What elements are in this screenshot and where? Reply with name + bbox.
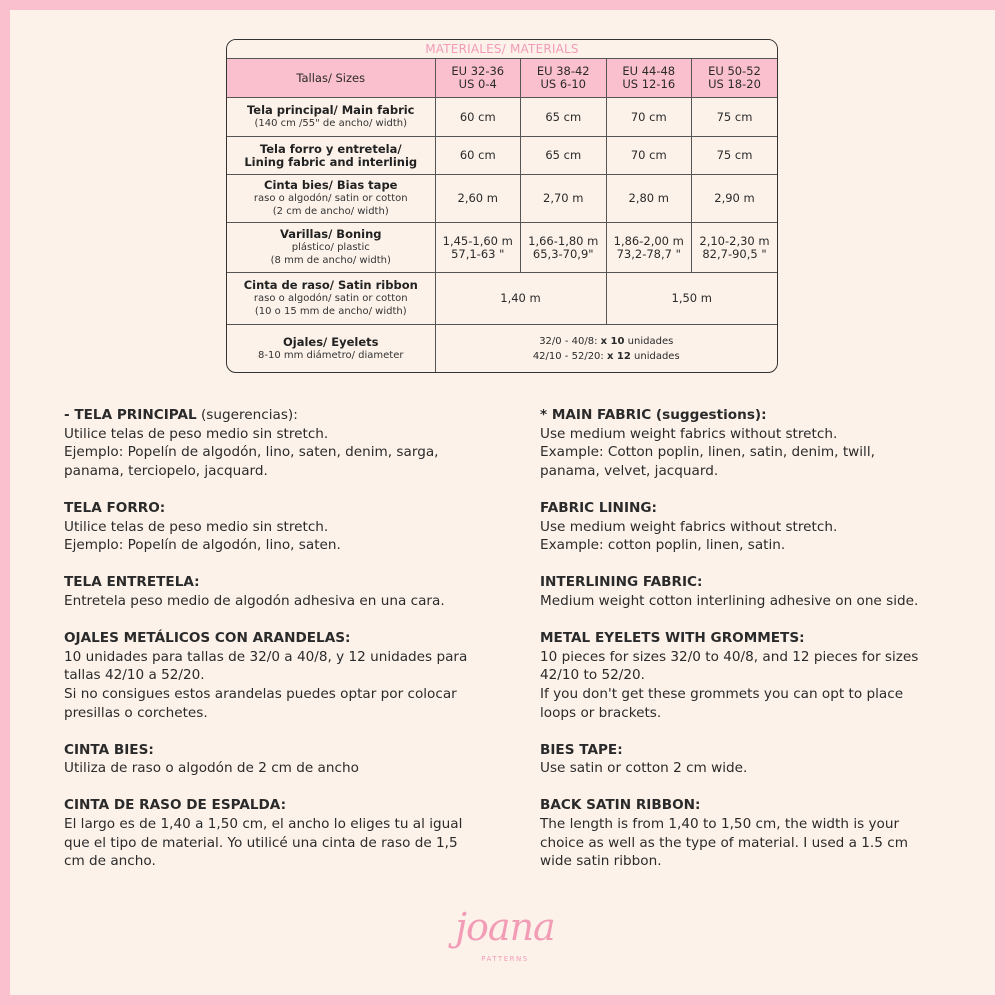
spanish-column	[64, 406, 494, 889]
table-cell: 75 cm	[692, 98, 778, 137]
size-col-4: EU 50-52 US 18-20	[692, 59, 778, 98]
section-ojales	[64, 629, 494, 722]
section-line: presillas o corchetes.	[64, 704, 208, 721]
table-cell: 65 cm	[521, 137, 607, 175]
section-line: Utilice telas de peso medio sin stretch.	[64, 425, 329, 442]
table-cell: 70 cm	[606, 98, 692, 137]
section-back-satin-ribbon	[540, 796, 970, 870]
section-line: Use medium weight fabrics without stretch.	[540, 518, 838, 535]
section-cinta-bies	[64, 741, 494, 778]
section-line: Utilice telas de peso medio sin stretch.	[64, 518, 329, 535]
section-line: Ejemplo: Popelín de algodón, lino, saten, denim, sarga,	[64, 444, 439, 461]
joana-patterns-logo	[435, 905, 575, 975]
section-tela-forro	[64, 499, 494, 555]
section-line: The length is from 1,40 to 1,50 cm, the width is your	[540, 816, 900, 833]
eyelets-cell	[435, 325, 777, 373]
table-cell: 2,60 m	[435, 175, 521, 223]
section-fabric-lining	[540, 499, 970, 555]
section-heading: METAL EYELETS WITH GROMMETS:	[540, 630, 805, 647]
section-line: Ejemplo: Popelín de algodón, lino, saten.	[64, 537, 341, 554]
section-tela-principal	[64, 406, 494, 480]
size-col-3: EU 44-48 US 12-16	[606, 59, 692, 98]
materials-table	[226, 39, 778, 373]
section-heading: INTERLINING FABRIC:	[540, 574, 703, 591]
section-heading: FABRIC LINING:	[540, 499, 657, 516]
row-label: Tela forro y entretela/ Lining fabric and interlinig	[227, 137, 435, 175]
section-bies-tape	[540, 741, 970, 778]
section-heading: CINTA DE RASO DE ESPALDA:	[64, 797, 287, 814]
table-cell: 2,90 m	[692, 175, 778, 223]
section-line: tallas 42/10 a 52/20.	[64, 667, 205, 684]
english-column	[540, 406, 970, 889]
table-cell: 60 cm	[435, 98, 521, 137]
row-label: Ojales/ Eyelets 8-10 mm diámetro/ diameter	[227, 325, 435, 373]
section-line: If you don't get these grommets you can opt to place	[540, 685, 904, 702]
table-cell: 60 cm	[435, 137, 521, 175]
table-row-bias-tape	[227, 175, 777, 223]
table-cell: 1,40 m	[435, 273, 606, 325]
table-cell: 2,10-2,30 m 82,7-90,5 "	[692, 223, 778, 273]
section-heading: CINTA BIES:	[64, 741, 154, 758]
section-heading: - TELA PRINCIPAL (sugerencias):	[64, 407, 298, 423]
section-heading: BACK SATIN RIBBON:	[540, 797, 701, 814]
sizes-header: Tallas/ Sizes	[227, 59, 435, 98]
table-row-eyelets	[227, 325, 777, 373]
section-line: cm de ancho.	[64, 853, 156, 870]
table-row-main-fabric	[227, 98, 777, 137]
row-label: Cinta de raso/ Satin ribbon raso o algodón/ satin or cotton (10 o 15 mm de ancho/ width)	[227, 273, 435, 325]
table-cell: 1,66-1,80 m 65,3-70,9"	[521, 223, 607, 273]
table-cell: 70 cm	[606, 137, 692, 175]
table-row-lining	[227, 137, 777, 175]
section-heading: OJALES METÁLICOS CON ARANDELAS:	[64, 630, 351, 647]
logo-wordmark: joana	[455, 905, 555, 949]
section-line: loops or brackets.	[540, 704, 662, 721]
section-line: panama, velvet, jacquard.	[540, 462, 719, 479]
table-title-row	[227, 40, 777, 59]
section-main-fabric	[540, 406, 970, 480]
section-line: que el tipo de material. Yo utilicé una cinta de raso de 1,5	[64, 834, 458, 851]
table-cell: 2,70 m	[521, 175, 607, 223]
section-line: Example: Cotton poplin, linen, satin, denim, twill,	[540, 444, 875, 461]
table-row-boning	[227, 223, 777, 273]
size-col-1: EU 32-36 US 0-4	[435, 59, 521, 98]
section-metal-eyelets	[540, 629, 970, 722]
section-line: panama, terciopelo, jacquard.	[64, 462, 268, 479]
row-label: Cinta bies/ Bias tape raso o algodón/ satin or cotton (2 cm de ancho/ width)	[227, 175, 435, 223]
logo-subtitle: PATTERNS	[481, 955, 529, 963]
section-line: Entretela peso medio de algodón adhesiva en una cara.	[64, 592, 445, 609]
section-line: Example: cotton poplin, linen, satin.	[540, 537, 786, 554]
section-heading: TELA FORRO:	[64, 499, 166, 516]
section-line: El largo es de 1,40 a 1,50 cm, el ancho lo eliges tu al igual	[64, 816, 463, 833]
eyelets-line-2: 42/10 - 52/20: x 12 unidades	[532, 350, 680, 362]
section-line: 42/10 to 52/20.	[540, 667, 645, 684]
section-line: Use satin or cotton 2 cm wide.	[540, 760, 748, 777]
size-col-2: EU 38-42 US 6-10	[521, 59, 607, 98]
row-label: Varillas/ Boning plástico/ plastic (8 mm de ancho/ width)	[227, 223, 435, 273]
section-interlining	[540, 573, 970, 610]
table-cell: 75 cm	[692, 137, 778, 175]
section-line: Utiliza de raso o algodón de 2 cm de ancho	[64, 760, 359, 777]
table-cell: 1,50 m	[606, 273, 777, 325]
section-line: wide satin ribbon.	[540, 853, 662, 870]
table-row-satin-ribbon	[227, 273, 777, 325]
section-line: 10 pieces for sizes 32/0 to 40/8, and 12 pieces for sizes	[540, 648, 919, 665]
sizes-header-row	[227, 59, 777, 98]
page	[10, 10, 995, 995]
section-line: Si no consigues estos arandelas puedes optar por colocar	[64, 685, 457, 702]
table-title: MATERIALES/ MATERIALS	[227, 40, 777, 59]
section-heading: * MAIN FABRIC (suggestions):	[540, 407, 767, 423]
table-cell: 2,80 m	[606, 175, 692, 223]
section-line: Medium weight cotton interlining adhesive on one side.	[540, 592, 919, 609]
table-cell: 1,45-1,60 m 57,1-63 "	[435, 223, 521, 273]
eyelets-line-1: 32/0 - 40/8: x 10 unidades	[539, 335, 674, 347]
table-cell: 65 cm	[521, 98, 607, 137]
section-line: Use medium weight fabrics without stretch.	[540, 425, 838, 442]
section-line: 10 unidades para tallas de 32/0 a 40/8, y 12 unidades para	[64, 648, 468, 665]
section-heading: TELA ENTRETELA:	[64, 574, 200, 591]
section-heading: BIES TAPE:	[540, 741, 623, 758]
row-label: Tela principal/ Main fabric (140 cm /55" de ancho/ width)	[227, 98, 435, 137]
table-cell: 1,86-2,00 m 73,2-78,7 "	[606, 223, 692, 273]
section-cinta-raso	[64, 796, 494, 870]
section-line: choice as well as the type of material. I used a 1.5 cm	[540, 834, 908, 851]
section-tela-entretela	[64, 573, 494, 610]
